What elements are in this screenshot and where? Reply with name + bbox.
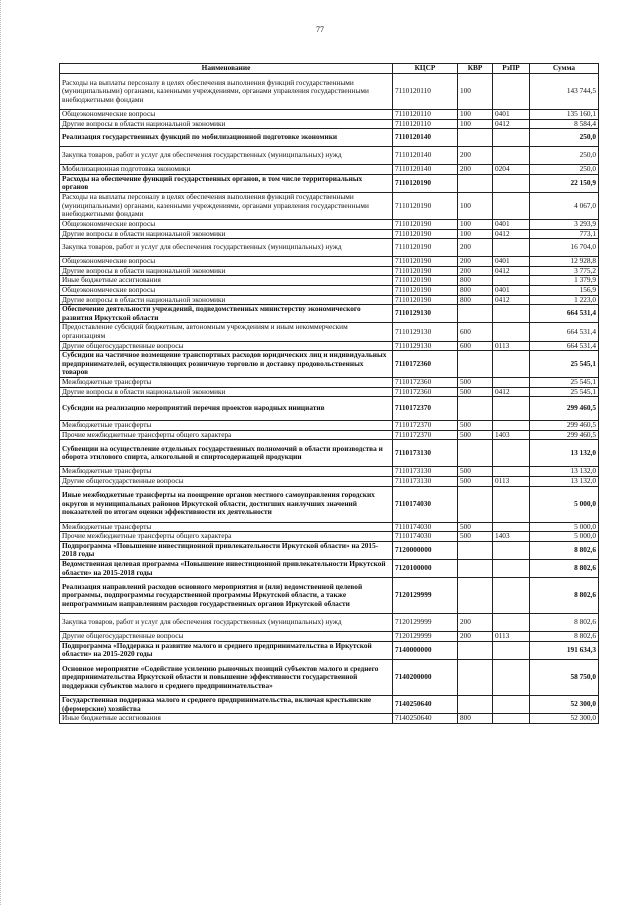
- row-sum-cell: 250,0: [530, 129, 599, 147]
- table-row: [60, 477, 599, 487]
- row-sum-cell: 143 744,5: [530, 74, 599, 110]
- row-rzpr-cell: 0113: [493, 341, 530, 351]
- row-kvr-cell: [458, 305, 493, 323]
- row-rzpr-cell: [493, 467, 530, 477]
- row-kvr-cell: 800: [458, 285, 493, 295]
- row-rzpr-cell: [493, 351, 530, 378]
- row-name-cell: Закупка товаров, работ и услуг для обеспечения государственных (муниципальных) нужд: [60, 614, 393, 632]
- table-row: [60, 147, 599, 165]
- row-rzpr-cell: [493, 486, 530, 522]
- row-rzpr-cell: 0401: [493, 110, 530, 120]
- table-row: [60, 641, 599, 659]
- row-name-cell: Ведомственная целевая программа «Повышение инвестиционной привлекательности Иркутской области» на 2015-2018 годы: [60, 560, 393, 578]
- row-name-cell: Другие вопросы в области национальной экономики: [60, 295, 393, 305]
- row-kcsr-cell: 7110120190: [393, 192, 458, 219]
- row-kvr-cell: [458, 351, 493, 378]
- row-rzpr-cell: [493, 192, 530, 219]
- row-rzpr-cell: [493, 378, 530, 388]
- row-sum-cell: 250,0: [530, 165, 599, 175]
- row-sum-cell: 8 802,6: [530, 614, 599, 632]
- row-name-cell: Подпрограмма «Поддержка и развитие малого и среднего предпринимательства в Иркутской области» на 2015-2020 годы: [60, 641, 393, 659]
- row-kvr-cell: 200: [458, 147, 493, 165]
- row-sum-cell: 664 531,4: [530, 341, 599, 351]
- row-rzpr-cell: 1403: [493, 532, 530, 542]
- row-kcsr-cell: 7140200000: [393, 660, 458, 696]
- table-row: [60, 560, 599, 578]
- row-rzpr-cell: [493, 614, 530, 632]
- row-kvr-cell: [458, 578, 493, 614]
- column-header-rzpr: РзПР: [493, 64, 530, 74]
- row-rzpr-cell: [493, 239, 530, 257]
- row-name-cell: Межбюджетные трансферты: [60, 421, 393, 431]
- row-kvr-cell: 500: [458, 387, 493, 397]
- row-sum-cell: 58 750,0: [530, 660, 599, 696]
- row-sum-cell: 4 067,0: [530, 192, 599, 219]
- row-kvr-cell: 100: [458, 192, 493, 219]
- table-row: [60, 660, 599, 696]
- row-kcsr-cell: 7110172370: [393, 421, 458, 431]
- row-kcsr-cell: 7110173130: [393, 477, 458, 487]
- row-kvr-cell: [458, 696, 493, 714]
- row-kcsr-cell: 7110120190: [393, 229, 458, 239]
- row-kcsr-cell: 7110172360: [393, 387, 458, 397]
- row-rzpr-cell: 0412: [493, 295, 530, 305]
- row-kvr-cell: 800: [458, 276, 493, 286]
- row-kcsr-cell: 7110172360: [393, 378, 458, 388]
- table-row: [60, 266, 599, 276]
- row-kvr-cell: [458, 660, 493, 696]
- row-kcsr-cell: 7110129130: [393, 323, 458, 341]
- row-kvr-cell: 200: [458, 266, 493, 276]
- row-kvr-cell: 200: [458, 165, 493, 175]
- row-kvr-cell: 500: [458, 532, 493, 542]
- row-rzpr-cell: [493, 397, 530, 421]
- row-rzpr-cell: [493, 696, 530, 714]
- row-name-cell: Реализация государственных функций по мобилизационной подготовке экономики: [60, 129, 393, 147]
- table-row: [60, 119, 599, 129]
- row-name-cell: Общеэкономические вопросы: [60, 219, 393, 229]
- row-kvr-cell: 200: [458, 632, 493, 642]
- row-name-cell: Другие вопросы в области национальной экономики: [60, 119, 393, 129]
- row-rzpr-cell: [493, 440, 530, 467]
- table-row: [60, 192, 599, 219]
- row-sum-cell: 299 460,5: [530, 430, 599, 440]
- row-name-cell: Иные бюджетные ассигнования: [60, 714, 393, 724]
- table-row: [60, 219, 599, 229]
- row-kcsr-cell: 7110120110: [393, 110, 458, 120]
- row-kvr-cell: [458, 541, 493, 559]
- table-row: [60, 378, 599, 388]
- row-rzpr-cell: [493, 74, 530, 110]
- row-sum-cell: 299 460,5: [530, 397, 599, 421]
- row-sum-cell: 25 545,1: [530, 387, 599, 397]
- row-sum-cell: 8 802,6: [530, 632, 599, 642]
- row-kcsr-cell: 7110172370: [393, 430, 458, 440]
- row-kvr-cell: 500: [458, 421, 493, 431]
- row-name-cell: Общеэкономические вопросы: [60, 257, 393, 267]
- row-name-cell: Иные бюджетные ассигнования: [60, 276, 393, 286]
- table-header-row: [60, 64, 599, 74]
- row-name-cell: Общеэкономические вопросы: [60, 110, 393, 120]
- row-kcsr-cell: 7110120190: [393, 219, 458, 229]
- row-rzpr-cell: 0113: [493, 632, 530, 642]
- row-kcsr-cell: 7110120190: [393, 285, 458, 295]
- row-kcsr-cell: 7110174030: [393, 522, 458, 532]
- row-sum-cell: 52 300,0: [530, 714, 599, 724]
- table-row: [60, 276, 599, 286]
- row-sum-cell: 664 531,4: [530, 323, 599, 341]
- row-name-cell: Другие вопросы в области национальной экономики: [60, 387, 393, 397]
- row-kvr-cell: 100: [458, 219, 493, 229]
- row-kvr-cell: 200: [458, 614, 493, 632]
- row-kcsr-cell: 7110173130: [393, 467, 458, 477]
- row-rzpr-cell: [493, 323, 530, 341]
- row-name-cell: Межбюджетные трансферты: [60, 378, 393, 388]
- row-sum-cell: 5 000,0: [530, 522, 599, 532]
- row-name-cell: Мобилизационная подготовка экономики: [60, 165, 393, 175]
- row-name-cell: Закупка товаров, работ и услуг для обеспечения государственных (муниципальных) нужд: [60, 239, 393, 257]
- row-sum-cell: 13 132,0: [530, 477, 599, 487]
- row-sum-cell: 8 584,4: [530, 119, 599, 129]
- table-row: [60, 295, 599, 305]
- row-name-cell: Закупка товаров, работ и услуг для обеспечения государственных (муниципальных) нужд: [60, 147, 393, 165]
- row-sum-cell: 8 802,6: [530, 578, 599, 614]
- table-row: [60, 257, 599, 267]
- table-row: [60, 341, 599, 351]
- row-name-cell: Предоставление субсидий бюджетным, автономным учреждениям и иным некоммерческим организациям: [60, 323, 393, 341]
- row-name-cell: Межбюджетные трансферты: [60, 522, 393, 532]
- column-header-kcsr: КЦСР: [393, 64, 458, 74]
- row-kcsr-cell: 7140250640: [393, 714, 458, 724]
- row-name-cell: Субсидии на реализацию мероприятий перечня проектов народных инициатив: [60, 397, 393, 421]
- row-name-cell: Основное мероприятие «Содействие усилению рыночных позиций субъектов малого и среднего предпринимательства Иркутской области и повышение эффективности государственной поддержки субъектов малого и среднего предпринимательства»: [60, 660, 393, 696]
- table-row: [60, 541, 599, 559]
- row-sum-cell: 191 634,3: [530, 641, 599, 659]
- row-rzpr-cell: 1403: [493, 430, 530, 440]
- row-kcsr-cell: 7110120190: [393, 266, 458, 276]
- row-name-cell: Расходы на обеспечение функций государственных органов, в том числе территориальных органов: [60, 174, 393, 192]
- row-kcsr-cell: 7110129130: [393, 305, 458, 323]
- row-rzpr-cell: [493, 522, 530, 532]
- row-name-cell: Иные межбюджетные трансферты на поощрение органов местного самоуправления городских округов и муниципальных районов Иркутской области, достигших наилучших значений показателей по итогам оценки эффективности их деятельности: [60, 486, 393, 522]
- row-rzpr-cell: [493, 421, 530, 431]
- table-row: [60, 430, 599, 440]
- row-kcsr-cell: 7110120190: [393, 257, 458, 267]
- row-name-cell: Другие общегосударственные вопросы: [60, 632, 393, 642]
- row-kvr-cell: 100: [458, 74, 493, 110]
- row-name-cell: Прочие межбюджетные трансферты общего характера: [60, 430, 393, 440]
- table-row: [60, 714, 599, 724]
- column-header-name: Наименование: [60, 64, 393, 74]
- table-row: [60, 696, 599, 714]
- row-kcsr-cell: 7110120140: [393, 147, 458, 165]
- table-row: [60, 522, 599, 532]
- row-kcsr-cell: 7110120190: [393, 174, 458, 192]
- table-row: [60, 486, 599, 522]
- row-kvr-cell: 800: [458, 295, 493, 305]
- row-kcsr-cell: 7120129999: [393, 632, 458, 642]
- row-kvr-cell: 200: [458, 257, 493, 267]
- row-kcsr-cell: 7110120190: [393, 295, 458, 305]
- table-row: [60, 165, 599, 175]
- row-kcsr-cell: 7110174030: [393, 486, 458, 522]
- row-kvr-cell: 800: [458, 714, 493, 724]
- row-kcsr-cell: 7140000000: [393, 641, 458, 659]
- row-kvr-cell: [458, 560, 493, 578]
- row-kvr-cell: 500: [458, 378, 493, 388]
- row-kvr-cell: [458, 129, 493, 147]
- table-row: [60, 467, 599, 477]
- row-kcsr-cell: 7140250640: [393, 696, 458, 714]
- table-row: [60, 578, 599, 614]
- row-name-cell: Реализация направлений расходов основного мероприятия и (или) ведомственной целевой программы, подпрограммы государственной программы Иркутской области, а также непрограммным направлениям расходов государственных органов Иркутской области: [60, 578, 393, 614]
- row-rzpr-cell: [493, 541, 530, 559]
- row-kcsr-cell: 7110172360: [393, 351, 458, 378]
- table-row: [60, 74, 599, 110]
- row-kvr-cell: 500: [458, 477, 493, 487]
- row-kcsr-cell: 7110120190: [393, 276, 458, 286]
- row-kvr-cell: 500: [458, 467, 493, 477]
- row-kcsr-cell: 7110172370: [393, 397, 458, 421]
- row-kvr-cell: 100: [458, 119, 493, 129]
- row-rzpr-cell: 0401: [493, 285, 530, 295]
- row-name-cell: Другие общегосударственные вопросы: [60, 341, 393, 351]
- table-row: [60, 632, 599, 642]
- row-rzpr-cell: [493, 174, 530, 192]
- row-name-cell: Прочие межбюджетные трансферты общего характера: [60, 532, 393, 542]
- table-row: [60, 387, 599, 397]
- row-sum-cell: 25 545,1: [530, 378, 599, 388]
- row-name-cell: Государственная поддержка малого и среднего предпринимательства, включая крестьянские (фермерские) хозяйства: [60, 696, 393, 714]
- row-sum-cell: 13 132,0: [530, 467, 599, 477]
- row-sum-cell: 25 545,1: [530, 351, 599, 378]
- row-kvr-cell: 600: [458, 341, 493, 351]
- row-sum-cell: 3 775,2: [530, 266, 599, 276]
- row-kvr-cell: [458, 397, 493, 421]
- row-name-cell: Межбюджетные трансферты: [60, 467, 393, 477]
- row-sum-cell: 5 000,0: [530, 532, 599, 542]
- row-sum-cell: 16 704,0: [530, 239, 599, 257]
- row-kcsr-cell: 7110120190: [393, 239, 458, 257]
- table-row: [60, 440, 599, 467]
- row-sum-cell: 664 531,4: [530, 305, 599, 323]
- row-kcsr-cell: 7110173130: [393, 440, 458, 467]
- row-rzpr-cell: [493, 305, 530, 323]
- row-rzpr-cell: 0412: [493, 229, 530, 239]
- row-kvr-cell: 200: [458, 239, 493, 257]
- row-sum-cell: 5 000,0: [530, 486, 599, 522]
- row-sum-cell: 52 300,0: [530, 696, 599, 714]
- table-row: [60, 174, 599, 192]
- row-rzpr-cell: [493, 147, 530, 165]
- page-number: 77: [316, 25, 324, 34]
- row-sum-cell: 12 928,8: [530, 257, 599, 267]
- row-kcsr-cell: 7110129130: [393, 341, 458, 351]
- row-rzpr-cell: 0412: [493, 387, 530, 397]
- row-kcsr-cell: 7120129999: [393, 614, 458, 632]
- table-row: [60, 110, 599, 120]
- row-sum-cell: 156,9: [530, 285, 599, 295]
- row-rzpr-cell: 0412: [493, 266, 530, 276]
- table-row: [60, 421, 599, 431]
- row-rzpr-cell: [493, 714, 530, 724]
- row-sum-cell: 250,0: [530, 147, 599, 165]
- table-row: [60, 285, 599, 295]
- row-sum-cell: 1 379,9: [530, 276, 599, 286]
- row-name-cell: Обеспечение деятельности учреждений, подведомственных министерству экономического развития Иркутской области: [60, 305, 393, 323]
- row-name-cell: Расходы на выплаты персоналу в целях обеспечения выполнения функций государственными (муниципальными) органами, казенными учреждениями, органами управления государственными внебюджетными фондами: [60, 74, 393, 110]
- table-row: [60, 397, 599, 421]
- row-kvr-cell: 100: [458, 110, 493, 120]
- row-name-cell: Подпрограмма «Повышение инвестиционной привлекательности Иркутской области» на 2015-2018 годы: [60, 541, 393, 559]
- row-kvr-cell: [458, 174, 493, 192]
- table-body: [60, 74, 599, 724]
- table-row: [60, 614, 599, 632]
- table-row: [60, 305, 599, 323]
- row-kvr-cell: [458, 641, 493, 659]
- row-name-cell: Субвенции на осуществление отдельных государственных полномочий в области производства и оборота этилового спирта, алкогольной и спиртосодержащей продукции: [60, 440, 393, 467]
- row-kcsr-cell: 7110120110: [393, 74, 458, 110]
- row-name-cell: Другие общегосударственные вопросы: [60, 477, 393, 487]
- row-rzpr-cell: [493, 578, 530, 614]
- column-header-kvr: КВР: [458, 64, 493, 74]
- row-sum-cell: 299 460,5: [530, 421, 599, 431]
- table-row: [60, 532, 599, 542]
- table-row: [60, 323, 599, 341]
- table-row: [60, 351, 599, 378]
- row-sum-cell: 22 150,9: [530, 174, 599, 192]
- row-rzpr-cell: 0412: [493, 119, 530, 129]
- row-rzpr-cell: 0204: [493, 165, 530, 175]
- row-sum-cell: 773,1: [530, 229, 599, 239]
- row-name-cell: Другие вопросы в области национальной экономики: [60, 229, 393, 239]
- scan-edge: [0, 0, 3, 905]
- table-row: [60, 129, 599, 147]
- row-kvr-cell: 500: [458, 430, 493, 440]
- row-rzpr-cell: [493, 641, 530, 659]
- row-sum-cell: 1 223,0: [530, 295, 599, 305]
- row-kcsr-cell: 7110120140: [393, 129, 458, 147]
- row-kvr-cell: 500: [458, 522, 493, 532]
- row-rzpr-cell: 0401: [493, 219, 530, 229]
- row-rzpr-cell: 0113: [493, 477, 530, 487]
- row-kcsr-cell: 7120000000: [393, 541, 458, 559]
- row-rzpr-cell: 0401: [493, 257, 530, 267]
- row-sum-cell: 3 293,9: [530, 219, 599, 229]
- row-sum-cell: 135 160,1: [530, 110, 599, 120]
- row-rzpr-cell: [493, 660, 530, 696]
- row-kvr-cell: [458, 486, 493, 522]
- row-rzpr-cell: [493, 560, 530, 578]
- row-name-cell: Общеэкономические вопросы: [60, 285, 393, 295]
- budget-table: [59, 63, 599, 724]
- row-sum-cell: 8 802,6: [530, 541, 599, 559]
- table-row: [60, 229, 599, 239]
- row-kcsr-cell: 7110120140: [393, 165, 458, 175]
- row-name-cell: Субсидии на частичное возмещение транспортных расходов юридических лиц и индивидуальных предпринимателей, осуществляющих розничную торговлю и доставку продовольственных товаров: [60, 351, 393, 378]
- row-name-cell: Расходы на выплаты персоналу в целях обеспечения выполнения функций государственными (муниципальными) органами, казенными учреждениями, органами управления государственными внебюджетными фондами: [60, 192, 393, 219]
- table-row: [60, 239, 599, 257]
- row-kvr-cell: [458, 440, 493, 467]
- row-rzpr-cell: [493, 276, 530, 286]
- row-kcsr-cell: 7120100000: [393, 560, 458, 578]
- row-kcsr-cell: 7110120110: [393, 119, 458, 129]
- row-kvr-cell: 100: [458, 229, 493, 239]
- row-kvr-cell: 600: [458, 323, 493, 341]
- row-sum-cell: 8 802,6: [530, 560, 599, 578]
- row-name-cell: Другие вопросы в области национальной экономики: [60, 266, 393, 276]
- column-header-sum: Сумма: [530, 64, 599, 74]
- row-rzpr-cell: [493, 129, 530, 147]
- row-sum-cell: 13 132,0: [530, 440, 599, 467]
- row-kcsr-cell: 7110174030: [393, 532, 458, 542]
- row-kcsr-cell: 7120129999: [393, 578, 458, 614]
